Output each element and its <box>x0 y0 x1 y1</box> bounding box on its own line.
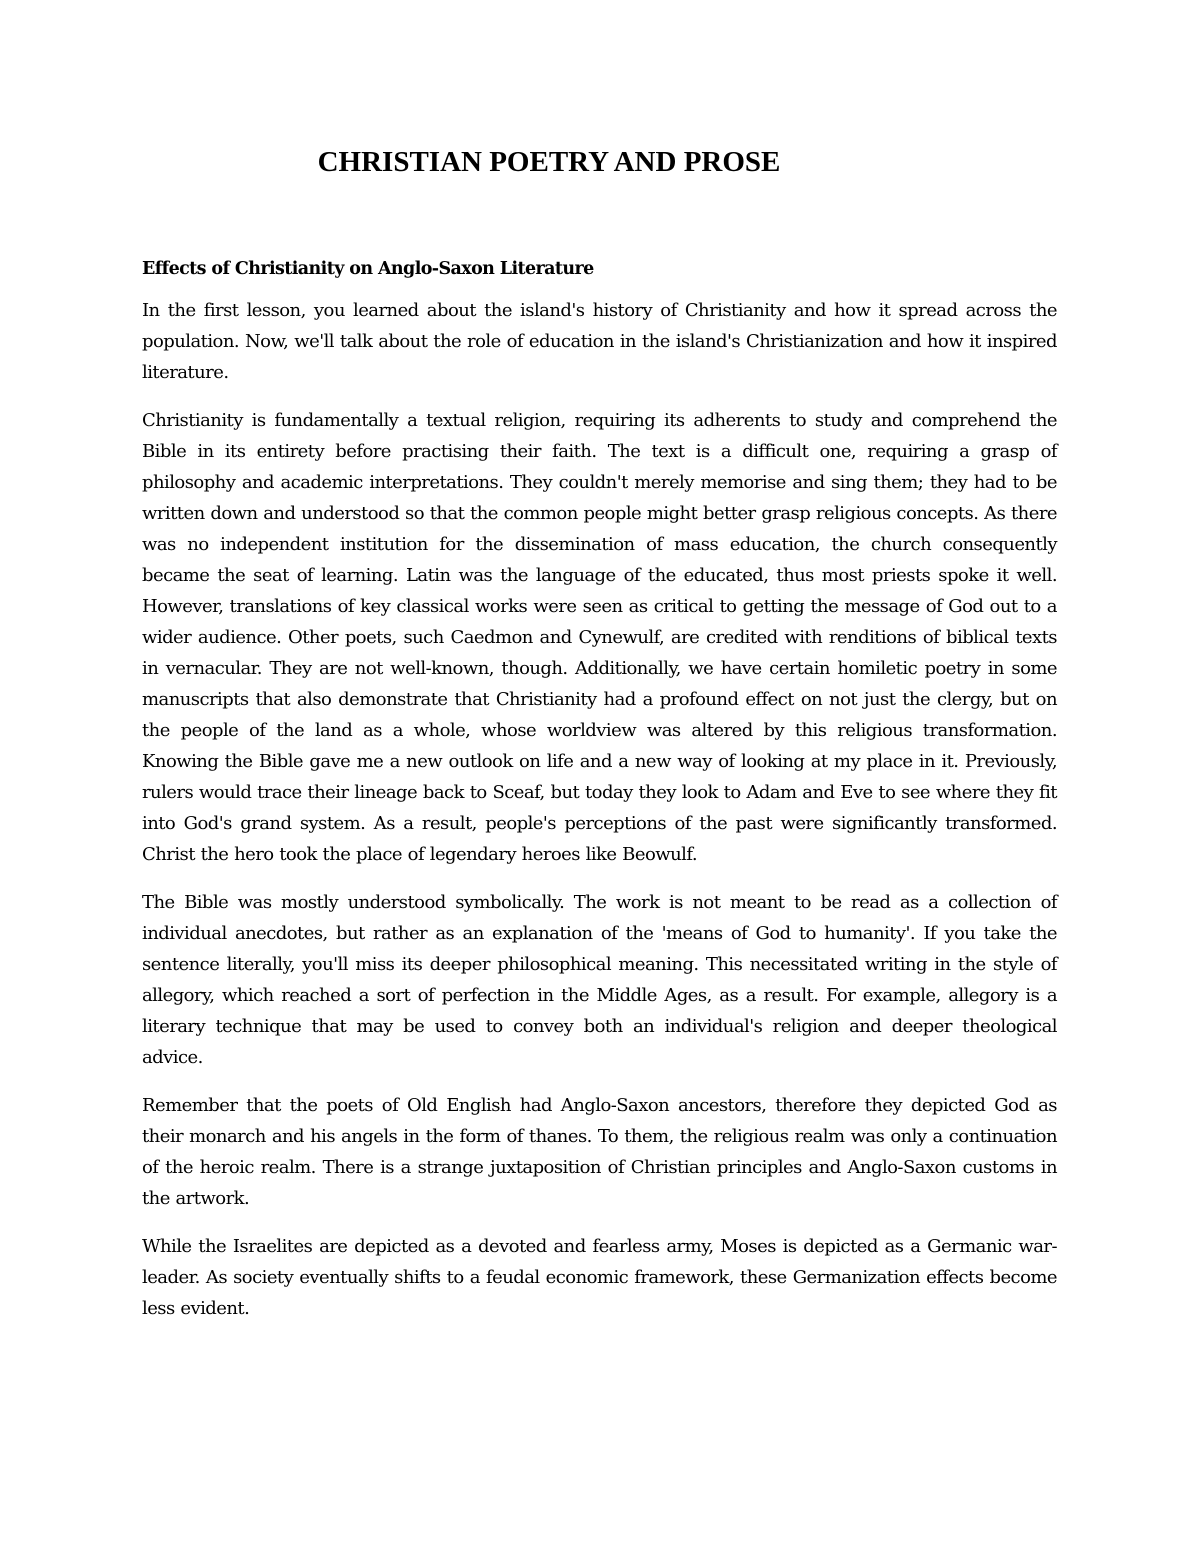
paragraph-symbolism: The Bible was mostly understood symbolically. The work is not meant to be read as a collection of individual anecdotes, but rather as an explanation of the 'means of God to humanity'. If you take the sentence literally, you'll miss its deeper philosophical meaning. This necessitated writing in the style of allegory, which reached a sort of perfection in the Middle Ages, as a result. For example, allegory is a literary technique that may be used to convey both an individual's religion and deeper theological advice. <box>142 892 1057 1068</box>
paragraph-textual-religion: Christianity is fundamentally a textual religion, requiring its adherents to study and comprehend the Bible in its entirety before practising their faith. The text is a difficult one, requiring a grasp of philosophy and academic interpretations. They couldn't merely memorise and sing them; they had to be written down and understood so that the common people might better grasp religious concepts. As there was no independent institution for the dissemination of mass education, the church consequently became the seat of learning. Latin was the language of the educated, thus most priests spoke it well. However, translations of key classical works were seen as critical to getting the message of God out to a wider audience. Other poets, such Caedmon and Cynewulf, are credited with renditions of biblical texts in vernacular. They are not well-known, though. Additionally, we have certain homiletic poetry in some manuscripts that also demonstrate that Christianity had a profound effect on not just the clergy, but on the people of the land as a whole, whose worldview was altered by this religious transformation. Knowing the Bible gave me a new outlook on life and a new way of looking at my place in it. Previously, rulers would trace their lineage back to Sceaf, but today they look to Adam and Eve to see where they fit into God's grand system. As a result, people's perceptions of the past were significantly transformed. Christ the hero took the place of legendary heroes like Beowulf. <box>142 410 1057 865</box>
section-heading: Effects of Christianity on Anglo-Saxon Literature <box>142 259 594 279</box>
paragraph-intro: In the first lesson, you learned about the island's history of Christianity and how it spread across the population. Now, we'll talk about the role of education in the island's Christianization and how it inspired literature. <box>142 300 1057 383</box>
document-body <box>142 257 1057 1341</box>
paragraph-old-english-poets: Remember that the poets of Old English had Anglo-Saxon ancestors, therefore they depicted God as their monarch and his angels in the form of thanes. To them, the religious realm was only a continuation of the heroic realm. There is a strange juxtaposition of Christian principles and Anglo-Saxon customs in the artwork. <box>142 1095 1057 1209</box>
paragraph-germanization: While the Israelites are depicted as a devoted and fearless army, Moses is depicted as a Germanic war-leader. As society eventually shifts to a feudal economic framework, these Germanization effects become less evident. <box>142 1236 1057 1319</box>
document-title: CHRISTIAN POETRY AND PROSE <box>317 146 781 178</box>
